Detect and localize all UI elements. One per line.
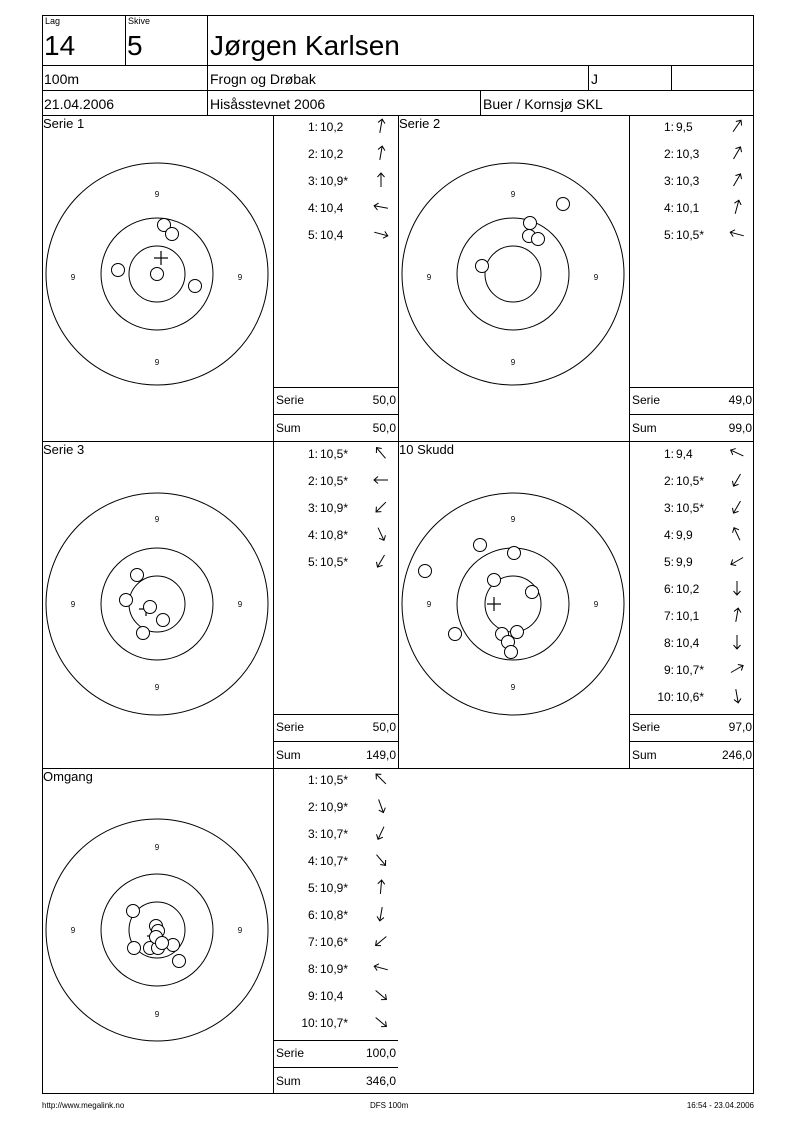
target bbox=[399, 462, 629, 762]
direction-arrow-icon bbox=[371, 116, 391, 136]
shot-number: 1: bbox=[663, 120, 674, 134]
shot-hole bbox=[511, 626, 524, 639]
shot-value: 10,1 bbox=[676, 201, 700, 215]
shooter-class: J bbox=[591, 71, 598, 87]
lag-label: Lag bbox=[45, 16, 61, 26]
ring-label: 9 bbox=[510, 515, 516, 524]
serie-label: Serie bbox=[276, 1046, 305, 1060]
shot-hole bbox=[128, 942, 141, 955]
sum-value: 346,0 bbox=[365, 1074, 396, 1088]
shot-value: 9,9 bbox=[676, 528, 693, 542]
divider bbox=[671, 65, 672, 90]
divider bbox=[588, 65, 589, 90]
shot-number: 5: bbox=[307, 881, 318, 895]
shot-row bbox=[630, 147, 754, 167]
shot-value: 10,2 bbox=[676, 582, 700, 596]
direction-arrow-icon bbox=[371, 931, 391, 951]
shot-row bbox=[274, 228, 398, 248]
shot-hole bbox=[173, 955, 186, 968]
shot-value: 9,5 bbox=[676, 120, 693, 134]
shot-number: 2: bbox=[663, 147, 674, 161]
ring-label: 9 bbox=[154, 683, 160, 692]
skive-label: Skive bbox=[128, 16, 151, 26]
shot-number: 2: bbox=[307, 147, 318, 161]
direction-arrow-icon bbox=[371, 524, 391, 544]
ring-label: 9 bbox=[510, 358, 516, 367]
shot-hole bbox=[120, 594, 133, 607]
direction-arrow-icon bbox=[727, 170, 747, 190]
shot-row bbox=[274, 120, 398, 140]
shot-row bbox=[630, 474, 754, 494]
direction-arrow-icon bbox=[371, 769, 391, 789]
divider bbox=[629, 714, 754, 715]
shot-value: 10,4 bbox=[320, 989, 344, 1003]
shot-hole bbox=[127, 905, 140, 918]
shot-number: 4: bbox=[307, 528, 318, 542]
serie-value: 100,0 bbox=[365, 1046, 396, 1060]
shot-number: 4: bbox=[663, 201, 674, 215]
serie-label: Serie bbox=[632, 720, 661, 734]
shot-value: 10,2 bbox=[320, 120, 344, 134]
shot-number: 6: bbox=[663, 582, 674, 596]
ring-label: 9 bbox=[510, 683, 516, 692]
shot-row bbox=[630, 555, 754, 575]
divider bbox=[273, 741, 398, 742]
shot-value: 10,3 bbox=[676, 147, 700, 161]
shot-value: 10,4 bbox=[676, 636, 700, 650]
shot-row bbox=[274, 501, 398, 521]
divider bbox=[125, 15, 126, 65]
shot-number: 3: bbox=[663, 501, 674, 515]
divider bbox=[273, 714, 398, 715]
shot-number: 5: bbox=[307, 555, 318, 569]
shot-row bbox=[274, 935, 398, 955]
shot-hole bbox=[505, 646, 518, 659]
serie-label: Serie bbox=[276, 393, 305, 407]
ring-label: 9 bbox=[154, 358, 160, 367]
event-name: Hisåsstevnet 2006 bbox=[210, 96, 326, 112]
serie-value: 49,0 bbox=[728, 393, 752, 407]
shot-row bbox=[274, 773, 398, 793]
direction-arrow-icon bbox=[371, 551, 391, 571]
shot-number: 10: bbox=[301, 1016, 318, 1030]
shot-value: 10,4 bbox=[320, 201, 344, 215]
divider bbox=[273, 1067, 398, 1068]
shot-row bbox=[274, 147, 398, 167]
shot-hole bbox=[151, 268, 164, 281]
target bbox=[43, 132, 273, 432]
shot-row bbox=[274, 800, 398, 820]
direction-arrow-icon bbox=[371, 823, 391, 843]
shot-hole bbox=[157, 614, 170, 627]
ring-label: 9 bbox=[70, 273, 76, 282]
sum-label: Sum bbox=[632, 748, 657, 762]
footer-program: DFS 100m bbox=[370, 1101, 409, 1110]
shot-number: 1: bbox=[307, 773, 318, 787]
shot-number: 8: bbox=[663, 636, 674, 650]
divider bbox=[480, 90, 481, 115]
shot-row bbox=[630, 663, 754, 683]
shot-hole bbox=[112, 264, 125, 277]
divider bbox=[629, 387, 754, 388]
shot-value: 10,9* bbox=[320, 962, 349, 976]
shot-hole bbox=[476, 260, 489, 273]
direction-arrow-icon bbox=[371, 470, 391, 490]
panel-title: Omgang bbox=[43, 769, 93, 784]
ring-label: 9 bbox=[154, 515, 160, 524]
ring-label: 9 bbox=[237, 600, 243, 609]
direction-arrow-icon bbox=[371, 170, 391, 190]
ring-label: 9 bbox=[593, 600, 599, 609]
shot-value: 9,4 bbox=[676, 447, 693, 461]
shot-row bbox=[630, 609, 754, 629]
divider bbox=[42, 90, 754, 91]
direction-arrow-icon bbox=[727, 224, 747, 244]
shot-value: 10,5* bbox=[320, 447, 349, 461]
ring-label: 9 bbox=[426, 273, 432, 282]
direction-arrow-icon bbox=[371, 985, 391, 1005]
direction-arrow-icon bbox=[371, 850, 391, 870]
direction-arrow-icon bbox=[371, 224, 391, 244]
divider bbox=[273, 414, 398, 415]
shot-hole bbox=[557, 198, 570, 211]
shot-number: 4: bbox=[307, 201, 318, 215]
shot-row bbox=[630, 201, 754, 221]
shot-number: 9: bbox=[663, 663, 674, 677]
divider bbox=[629, 414, 754, 415]
shot-number: 7: bbox=[307, 935, 318, 949]
shot-hole bbox=[532, 233, 545, 246]
shot-number: 1: bbox=[663, 447, 674, 461]
shot-row bbox=[274, 962, 398, 982]
ring-label: 9 bbox=[593, 273, 599, 282]
sum-value: 99,0 bbox=[728, 421, 752, 435]
sum-label: Sum bbox=[276, 421, 301, 435]
shot-hole bbox=[524, 217, 537, 230]
shot-hole bbox=[166, 228, 179, 241]
shot-value: 10,6* bbox=[320, 935, 349, 949]
panel-title: Serie 2 bbox=[399, 116, 441, 131]
shot-number: 5: bbox=[307, 228, 318, 242]
distance: 100m bbox=[44, 71, 80, 87]
shot-row bbox=[274, 881, 398, 901]
shot-value: 10,5* bbox=[320, 474, 349, 488]
shot-row bbox=[274, 854, 398, 874]
shot-value: 10,5* bbox=[320, 555, 349, 569]
direction-arrow-icon bbox=[371, 143, 391, 163]
shot-value: 10,7* bbox=[320, 827, 349, 841]
shot-row bbox=[274, 447, 398, 467]
shot-number: 3: bbox=[307, 501, 318, 515]
direction-arrow-icon bbox=[371, 904, 391, 924]
shot-row bbox=[274, 528, 398, 548]
direction-arrow-icon bbox=[371, 958, 391, 978]
direction-arrow-icon bbox=[371, 796, 391, 816]
divider bbox=[273, 387, 398, 388]
shot-row bbox=[630, 501, 754, 521]
shot-value: 10,7* bbox=[320, 1016, 349, 1030]
sum-value: 50,0 bbox=[372, 421, 396, 435]
panel-title: Serie 3 bbox=[43, 442, 85, 457]
shot-value: 9,9 bbox=[676, 555, 693, 569]
shot-number: 3: bbox=[307, 174, 318, 188]
shot-value: 10,6* bbox=[676, 690, 705, 704]
shot-row bbox=[630, 174, 754, 194]
club: Frogn og Drøbak bbox=[210, 71, 316, 87]
shot-row bbox=[630, 228, 754, 248]
direction-arrow-icon bbox=[727, 686, 747, 706]
target bbox=[43, 788, 273, 1088]
shot-value: 10,9* bbox=[320, 800, 349, 814]
direction-arrow-icon bbox=[727, 659, 747, 679]
shot-row bbox=[274, 555, 398, 575]
ring-label: 9 bbox=[154, 843, 160, 852]
shot-number: 5: bbox=[663, 228, 674, 242]
direction-arrow-icon bbox=[371, 877, 391, 897]
skive-value: 5 bbox=[127, 30, 143, 61]
shot-row bbox=[630, 120, 754, 140]
direction-arrow-icon bbox=[727, 497, 747, 517]
shot-value: 10,1 bbox=[676, 609, 700, 623]
shot-hole bbox=[131, 569, 144, 582]
shot-hole bbox=[508, 547, 521, 560]
shot-value: 10,8* bbox=[320, 528, 349, 542]
location: Buer / Kornsjø SKL bbox=[483, 96, 603, 112]
shot-number: 6: bbox=[307, 908, 318, 922]
shot-hole bbox=[144, 601, 157, 614]
ring-label: 9 bbox=[510, 190, 516, 199]
panel-title: 10 Skudd bbox=[399, 442, 454, 457]
direction-arrow-icon bbox=[727, 143, 747, 163]
direction-arrow-icon bbox=[371, 197, 391, 217]
shot-hole bbox=[449, 628, 462, 641]
shot-value: 10,5* bbox=[676, 501, 705, 515]
target bbox=[399, 132, 629, 432]
shot-number: 2: bbox=[663, 474, 674, 488]
shot-hole bbox=[419, 565, 432, 578]
shot-value: 10,4 bbox=[320, 228, 344, 242]
shot-row bbox=[630, 636, 754, 656]
panel-title: Serie 1 bbox=[43, 116, 85, 131]
shot-value: 10,9* bbox=[320, 174, 349, 188]
shot-row bbox=[630, 447, 754, 467]
direction-arrow-icon bbox=[727, 632, 747, 652]
direction-arrow-icon bbox=[727, 443, 747, 463]
shot-number: 4: bbox=[307, 854, 318, 868]
divider bbox=[629, 741, 754, 742]
direction-arrow-icon bbox=[727, 551, 747, 571]
serie-value: 50,0 bbox=[372, 393, 396, 407]
shot-value: 10,7* bbox=[320, 854, 349, 868]
direction-arrow-icon bbox=[727, 116, 747, 136]
shot-value: 10,9* bbox=[320, 501, 349, 515]
date: 21.04.2006 bbox=[44, 96, 115, 112]
shot-row bbox=[274, 989, 398, 1009]
direction-arrow-icon bbox=[727, 605, 747, 625]
shot-value: 10,9* bbox=[320, 881, 349, 895]
serie-value: 50,0 bbox=[372, 720, 396, 734]
serie-label: Serie bbox=[632, 393, 661, 407]
direction-arrow-icon bbox=[727, 578, 747, 598]
shot-row bbox=[274, 1016, 398, 1036]
shot-number: 3: bbox=[663, 174, 674, 188]
shot-value: 10,5* bbox=[676, 474, 705, 488]
shot-hole bbox=[156, 937, 169, 950]
direction-arrow-icon bbox=[727, 470, 747, 490]
footer-url: http://www.megalink.no bbox=[42, 1101, 125, 1110]
shot-value: 10,5* bbox=[676, 228, 705, 242]
shot-number: 2: bbox=[307, 474, 318, 488]
shot-hole bbox=[488, 574, 501, 587]
shot-row bbox=[274, 174, 398, 194]
ring-label: 9 bbox=[70, 600, 76, 609]
ring-label: 9 bbox=[237, 273, 243, 282]
direction-arrow-icon bbox=[727, 197, 747, 217]
shot-number: 1: bbox=[307, 120, 318, 134]
ring-label: 9 bbox=[70, 926, 76, 935]
shot-number: 2: bbox=[307, 800, 318, 814]
ring-label: 9 bbox=[154, 1010, 160, 1019]
shot-row bbox=[274, 201, 398, 221]
shot-value: 10,5* bbox=[320, 773, 349, 787]
direction-arrow-icon bbox=[371, 443, 391, 463]
direction-arrow-icon bbox=[371, 497, 391, 517]
divider bbox=[42, 65, 754, 66]
shot-number: 9: bbox=[307, 989, 318, 1003]
serie-label: Serie bbox=[276, 720, 305, 734]
footer-timestamp: 16:54 - 23.04.2006 bbox=[686, 1101, 754, 1110]
sum-label: Sum bbox=[276, 1074, 301, 1088]
shot-value: 10,3 bbox=[676, 174, 700, 188]
shot-row bbox=[274, 908, 398, 928]
ring-label: 9 bbox=[426, 600, 432, 609]
sum-value: 246,0 bbox=[721, 748, 752, 762]
sum-value: 149,0 bbox=[365, 748, 396, 762]
lag-value: 14 bbox=[44, 30, 76, 61]
shot-row bbox=[630, 582, 754, 602]
ring-label: 9 bbox=[237, 926, 243, 935]
direction-arrow-icon bbox=[371, 1012, 391, 1032]
shot-row bbox=[630, 690, 754, 710]
divider bbox=[273, 1040, 398, 1041]
sum-label: Sum bbox=[276, 748, 301, 762]
sum-label: Sum bbox=[632, 421, 657, 435]
ring-label: 9 bbox=[154, 190, 160, 199]
shot-number: 3: bbox=[307, 827, 318, 841]
shot-row bbox=[630, 528, 754, 548]
shot-row bbox=[274, 474, 398, 494]
shot-row bbox=[274, 827, 398, 847]
shot-number: 10: bbox=[657, 690, 674, 704]
shot-value: 10,2 bbox=[320, 147, 344, 161]
target bbox=[43, 462, 273, 762]
shot-hole bbox=[526, 586, 539, 599]
shot-value: 10,7* bbox=[676, 663, 705, 677]
shot-hole bbox=[474, 539, 487, 552]
direction-arrow-icon bbox=[727, 524, 747, 544]
shot-hole bbox=[189, 280, 202, 293]
shot-value: 10,8* bbox=[320, 908, 349, 922]
serie-value: 97,0 bbox=[728, 720, 752, 734]
shot-number: 7: bbox=[663, 609, 674, 623]
shot-number: 4: bbox=[663, 528, 674, 542]
shot-hole bbox=[137, 627, 150, 640]
shot-number: 5: bbox=[663, 555, 674, 569]
shot-number: 1: bbox=[307, 447, 318, 461]
shooter-name: Jørgen Karlsen bbox=[210, 30, 400, 61]
divider bbox=[207, 15, 208, 115]
shot-number: 8: bbox=[307, 962, 318, 976]
